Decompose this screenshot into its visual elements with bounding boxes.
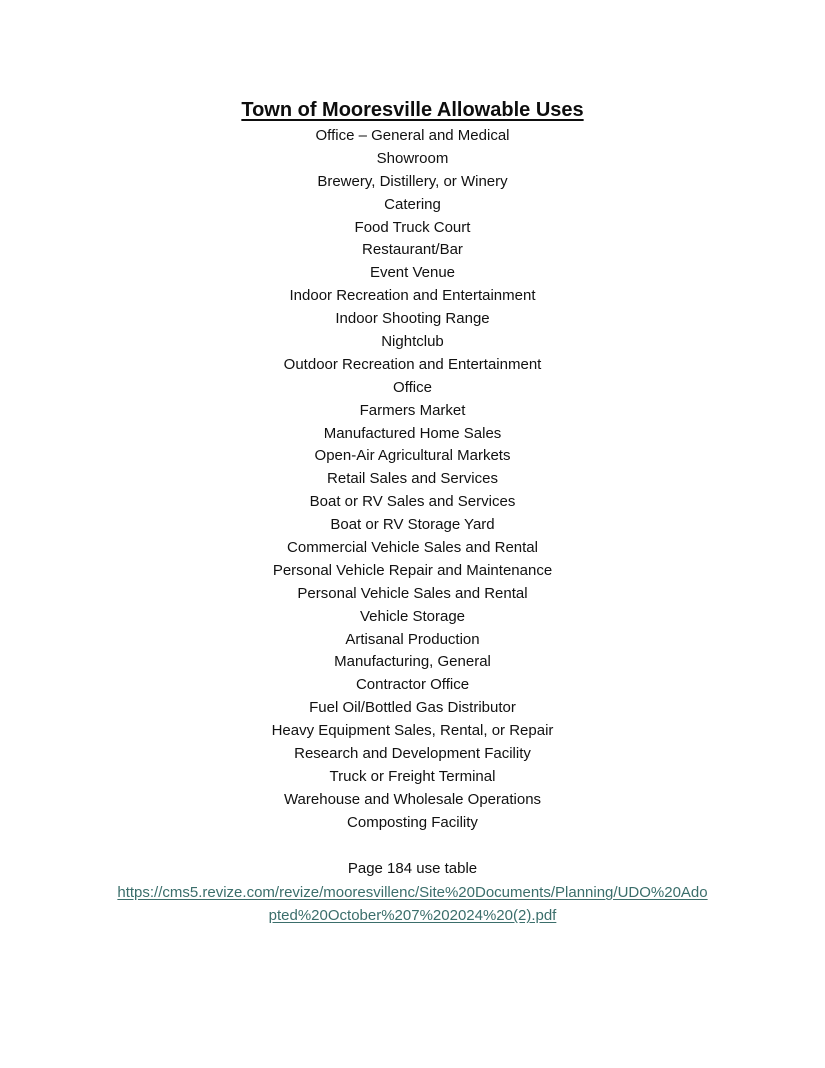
list-item: Artisanal Production xyxy=(345,630,480,648)
list-item: Heavy Equipment Sales, Rental, or Repair xyxy=(271,722,554,740)
list-item: Catering xyxy=(384,195,441,213)
list-item: Personal Vehicle Repair and Maintenance xyxy=(272,561,553,579)
list-item: Restaurant/Bar xyxy=(362,241,463,259)
list-item: Composting Facility xyxy=(347,813,478,831)
list-item: Personal Vehicle Sales and Rental xyxy=(297,584,528,602)
page-title: Town of Mooresville Allowable Uses xyxy=(241,99,584,121)
list-item: Warehouse and Wholesale Operations xyxy=(283,790,542,808)
udo-document-link[interactable] xyxy=(95,881,730,927)
list-item: Manufactured Home Sales xyxy=(323,424,502,442)
list-item: Vehicle Storage xyxy=(359,607,466,625)
list-item: Fuel Oil/Bottled Gas Distributor xyxy=(309,699,516,717)
list-item: Boat or RV Storage Yard xyxy=(330,516,495,534)
list-item: Showroom xyxy=(376,149,449,167)
list-item: Manufacturing, General xyxy=(334,653,491,671)
page-reference: Page 184 use table xyxy=(347,860,478,877)
list-item: Open-Air Agricultural Markets xyxy=(314,447,511,465)
list-item: Outdoor Recreation and Entertainment xyxy=(283,355,542,373)
list-item: Office – General and Medical xyxy=(315,127,510,144)
list-item: Indoor Shooting Range xyxy=(335,310,490,328)
link-line-2[interactable]: pted%20October%207%202024%20(2).pdf xyxy=(268,907,557,924)
list-item: Nightclub xyxy=(381,333,444,351)
list-item: Indoor Recreation and Entertainment xyxy=(289,287,536,305)
list-item: Boat or RV Sales and Services xyxy=(309,493,516,511)
allowable-uses-list xyxy=(0,125,825,835)
list-item: Event Venue xyxy=(369,264,456,282)
list-item: Research and Development Facility xyxy=(294,745,531,763)
link-line-1[interactable]: https://cms5.revize.com/revize/mooresvillenc/Site%20Documents/Planning/UDO%20Ado xyxy=(117,884,708,901)
list-item: Office xyxy=(393,378,432,396)
list-item: Food Truck Court xyxy=(354,218,471,236)
list-item: Retail Sales and Services xyxy=(327,470,498,488)
list-item: Truck or Freight Terminal xyxy=(329,767,496,785)
list-item: Farmers Market xyxy=(359,401,466,419)
list-item: Contractor Office xyxy=(355,676,470,694)
list-item: Brewery, Distillery, or Winery xyxy=(317,172,508,190)
list-item: Commercial Vehicle Sales and Rental xyxy=(287,539,538,557)
